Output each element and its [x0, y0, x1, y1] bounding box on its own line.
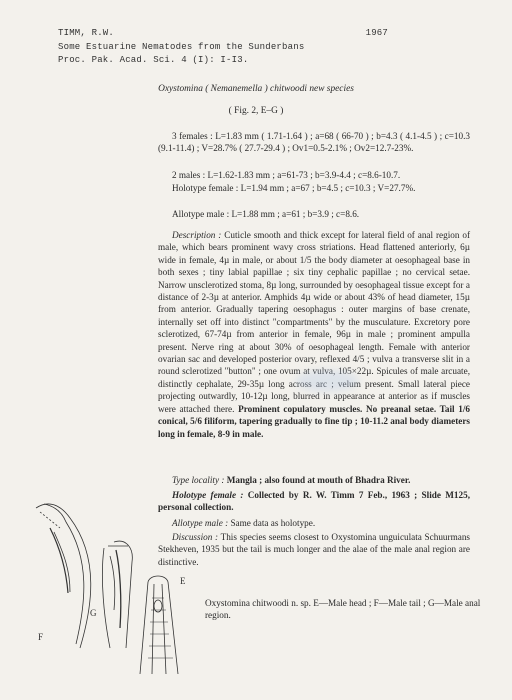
author: TIMM, R.W. — [58, 28, 115, 38]
males-measurements: 2 males : L=1.62-1.83 mm ; a=61-73 ; b=3.9-4.4 ; c=8.6-10.7. — [172, 170, 401, 180]
discussion-text: This species seems closest to Oxystomina unguiculata Schuurmans Stekheven, 1935 but the tail is much longer and the alae of the male anal region are distinctive. — [158, 532, 470, 567]
year: 1967 — [365, 28, 388, 38]
figure-label-f: F — [38, 632, 44, 642]
species-title: Oxystomina ( Nemanemella ) chitwoodi new species — [158, 84, 354, 94]
holotype-female-label: Holotype female : — [172, 490, 244, 500]
description-label: Description : — [172, 230, 222, 240]
allotype-male-text: Same data as holotype. — [230, 518, 316, 528]
type-locality-paragraph — [158, 474, 470, 486]
type-locality-label: Type locality : — [172, 475, 225, 485]
stain-mark — [295, 370, 359, 392]
allotype-male-label: Allotype male : — [172, 518, 229, 528]
description-text: Cuticle smooth and thick except for lateral field of anal region of male, which bears prominent wavy cross striations. Head flattened anteriorly, 6µ wide in female, 4µ in male, or about 1/5 the body diameter at oesophageal base in both sexes ; tiny labial papillae ; six tiny cephalic papillae ; no cervical setae. Narrow unsclerotized stoma, 8µ long, surrounded by oesophageal tissue except for a distance of 2-3µ at anterior. Amphids 4µ wide or about 43% of head diameter, 15µ from anterior. Gradually tapering oesophagus : outer margins of base crenate, internally set off into distinct "compartments" by the musculature. Excretory pore sclerotized, 67-74µ from anterior in female, 96µ in male ; prominent ampulla present. Nerve ring at about 30% of oesophageal length. Female with anterior ovarian sac and developed posterior ovary, reflexed 4/5 ; vulva a transverse slit in a round sclerotized "button" ; one ovum at vulva, 105×22µ. Spicules of male arcuate, distinctly cephalate, 29-35µ long across arc ; velum present. Small lateral piece projecting outwardly, 10-12µ long, blurred in appearance at anterior as if muscles were attached there. — [158, 230, 471, 414]
figure-reference: ( Fig. 2, E–G ) — [228, 106, 284, 116]
females-measurements: 3 females : L=1.83 mm ( 1.71-1.64 ) ; a=68 ( 66-70 ) ; b=4.3 ( 4.1-4.5 ) ; c=10.3 (9.1-11.4) ; V=28.7% ( 27.7-29.4 ) ; Ov1=0.5-2.1% ; Ov2=12.7-23%. — [158, 131, 470, 154]
male-tail-outline — [36, 504, 91, 648]
figure-label-e: E — [180, 576, 186, 586]
holotype-female-text: Collected by R. W. Timm 7 Feb., 1963 ; Slide M125, personal collection. — [158, 490, 471, 513]
figure-caption: Oxystomina chitwoodi n. sp. E—Male head ; F—Male tail ; G—Male anal region. — [205, 598, 481, 621]
citation-header — [58, 27, 388, 68]
holotype-measurements: Holotype female : L=1.94 mm ; a=67 ; b=4.5 ; c=10.3 ; V=27.7%. — [172, 183, 416, 193]
paper-title-line: Some Estuarine Nematodes from the Sunderbans — [58, 41, 305, 52]
description-bold-text: Prominent copulatory muscles. No preanal setae. Tail 1/6 conical, 5/6 filiform, tapering gradually to fine tip ; 10-11.2 anal body diameters long in female, 8-9 in male. — [158, 403, 470, 439]
discussion-label: Discussion : — [172, 532, 219, 542]
nematode-figure — [30, 498, 210, 678]
journal-line: Proc. Pak. Acad. Sci. 4 (I): I-I3. — [58, 55, 249, 65]
figure-label-g: G — [90, 608, 97, 618]
description-paragraph — [158, 229, 470, 440]
type-locality-text: Mangla ; also found at mouth of Bhadra River. — [226, 475, 411, 485]
allotype-measurements: Allotype male : L=1.88 mm ; a=61 ; b=3.9 ; c=8.6. — [172, 209, 360, 219]
